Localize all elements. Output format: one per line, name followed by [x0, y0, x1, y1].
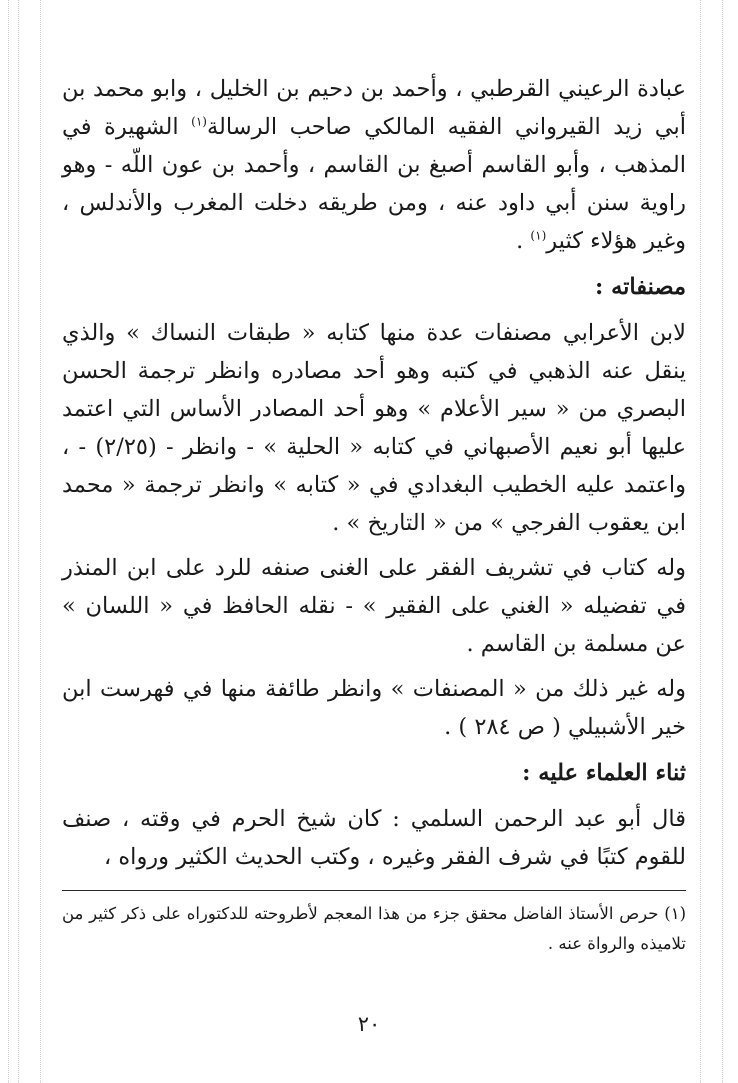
paragraph-praise: قال أبو عبد الرحمن السلمي : كان شيخ الحرم في وقته ، صنف للقوم كتبًا في شرف الفقر وغيره ، وكتب الحديث الكثير ورواه ، [62, 806, 686, 870]
scan-dot-line [18, 0, 19, 1083]
paragraph-poverty-book: وله كتاب في تشريف الفقر على الغنى صنفه للرد على ابن المنذر في تفضيله « الغني على الفقير » - نقله الحافظ في « اللسان » عن مسلمة بن القاسم . [62, 555, 686, 657]
section-heading-works: مصنفاته : [594, 274, 686, 300]
footnote-divider [62, 890, 686, 891]
scan-dot-line [700, 0, 701, 1083]
footnote-marker: (١) [664, 904, 687, 923]
scan-dot-line [722, 0, 723, 1083]
paragraph-students [62, 70, 686, 260]
footnote-reference: (١) [530, 228, 547, 243]
paragraph-other-works: وله غير ذلك من « المصنفات » وانظر طائفة منها في فهرست ابن خير الأشبيلي ( ص ٢٨٤ ) . [62, 676, 686, 740]
footnote-reference: (١) [191, 114, 207, 129]
page-body [62, 70, 686, 959]
paragraph-text: الشهيرة في المذهب ، وأبو القاسم أصبغ بن القاسم ، وأحمد بن عون اللّه - وهو راوية سنن أبي داود عنه ، ومن طريقه دخلت المغرب والأندلس ، وغير هؤلاء كثير [62, 114, 686, 254]
scan-dot-line [8, 0, 9, 1083]
paragraph-text: . [516, 228, 531, 254]
scan-dot-line [40, 0, 41, 1083]
footnote-text: حرص الأستاذ الفاضل محقق جزء من هذا المعجم لأطروحته للدكتوراه على ذكر كثير من تلاميذه والرواة عنه . [62, 904, 686, 953]
section-heading-praise: ثناء العلماء عليه : [522, 760, 686, 786]
footnote [62, 899, 686, 959]
page-number: ٢٠ [357, 1012, 381, 1036]
paragraph-works: لابن الأعرابي مصنفات عدة منها كتابه « طبقات النساك » والذي ينقل عنه الذهبي في كتبه وهو أحد مصادره وانظر ترجمة الحسن البصري من « سير الأعلام » وهو أحد المصادر الأساس التي اعتمد عليها أبو نعيم الأصبهاني في كتابه « الحلية » - وانظر - (٢/٢٥) - ، واعتمد عليه الخطيب البغدادي في « كتابه » وانظر ترجمة « محمد ابن يعقوب الفرجي » من « التاريخ » . [62, 320, 687, 536]
paragraph-text: عبادة الرعيني القرطبي ، وأحمد بن دحيم بن الخليل ، وابو محمد بن أبي زيد القيرواني الفقيه المالكي صاحب الرسالة [62, 76, 686, 140]
